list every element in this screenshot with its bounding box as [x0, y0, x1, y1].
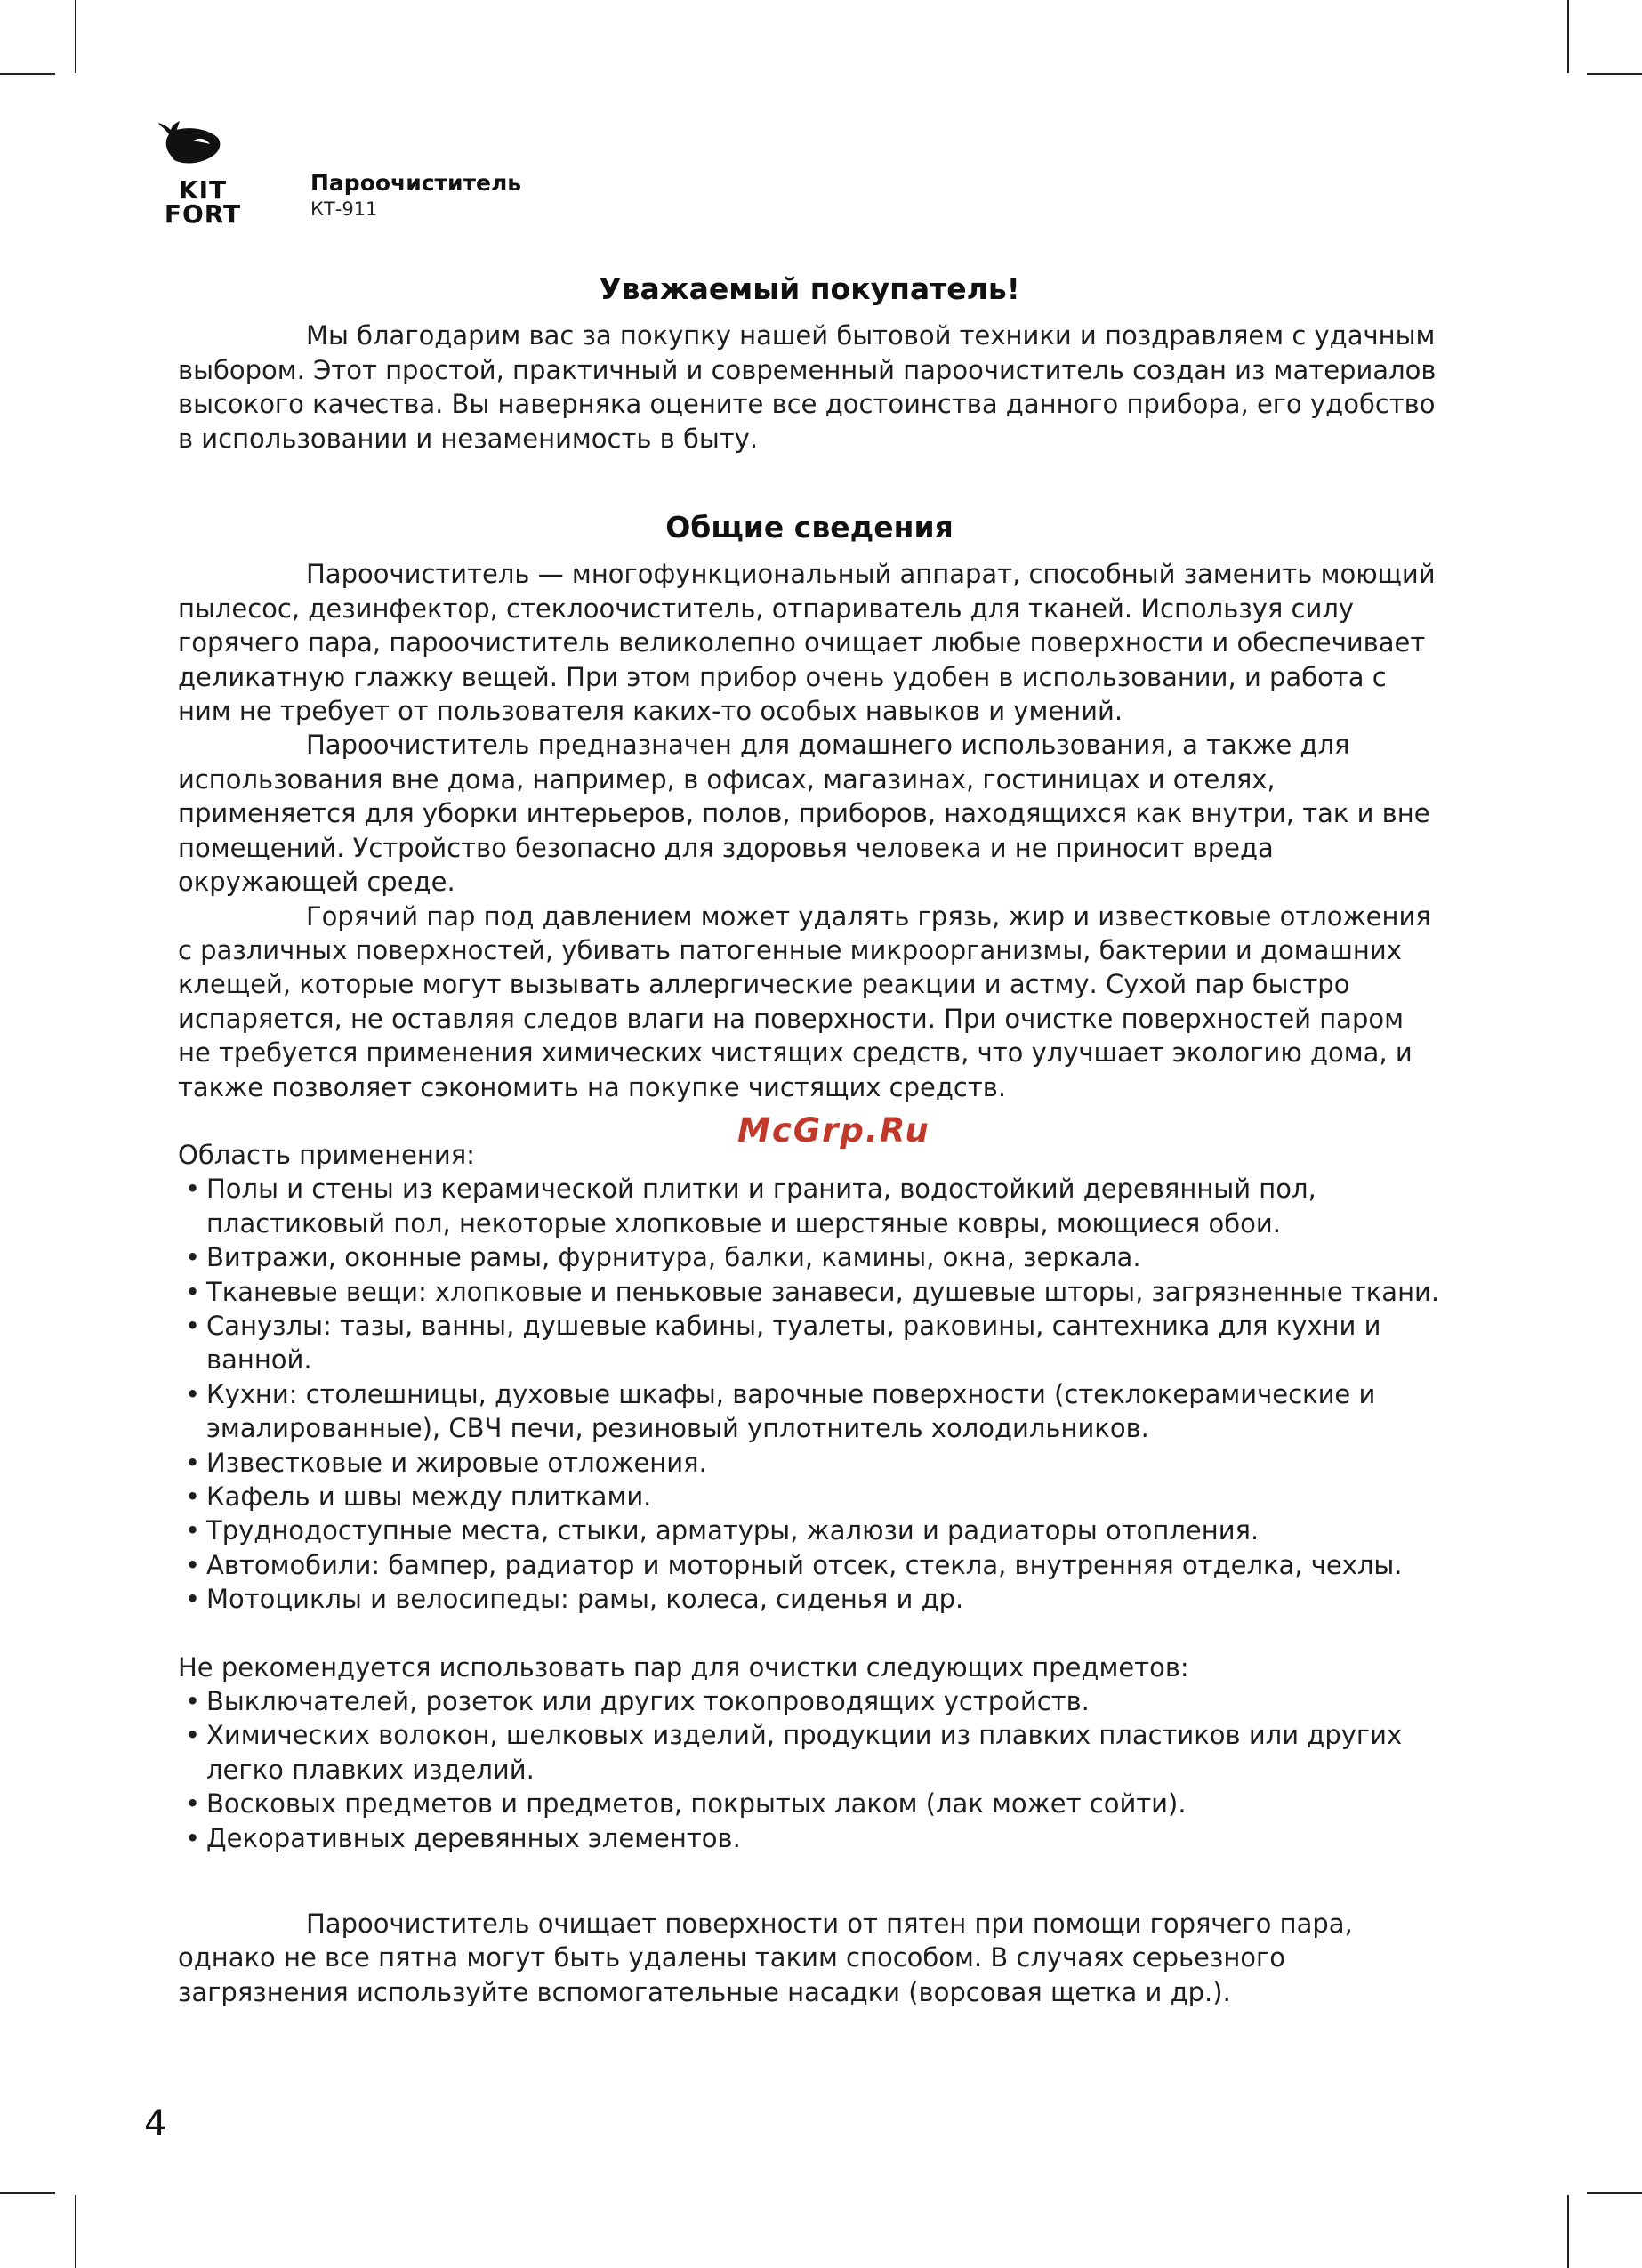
list-item: • Декоративных деревянных элементов. [178, 1821, 1441, 1855]
list-item: • Санузлы: тазы, ванны, душевые кабины, туалеты, раковины, сантехника для кухни и ванной. [178, 1309, 1441, 1377]
crop-mark [1567, 0, 1569, 73]
crop-mark [75, 2195, 76, 2268]
applications-heading: Область применения: [178, 1139, 475, 1170]
greeting-paragraph: Мы благодарим вас за покупку нашей бытовой техники и поздравляем с удачным выбором. Этот простой, практичный и современный пароочиститель создан из материалов высокого качества. Вы наверняка оцените все достоинства данного прибора, его удобство в использовании и незаменимость в быту. [178, 320, 1437, 454]
list-item: • Труднодоступные места, стыки, арматуры, жалюзи и радиаторы отопления. [178, 1513, 1441, 1547]
logo-text-line1: KIT [178, 175, 228, 205]
greeting-heading: Уважаемый покупатель! [599, 271, 1020, 306]
list-item: • Выключателей, розеток или других токопроводящих устройств. [178, 1684, 1441, 1718]
list-item: • Витражи, оконные рамы, фурнитура, балки, камины, окна, зеркала. [178, 1240, 1441, 1274]
list-item: • Мотоциклы и велосипеды: рамы, колеса, сиденья и др. [178, 1582, 1441, 1616]
list-item: • Кафель и швы между плитками. [178, 1480, 1441, 1513]
list-item: • Химических волокон, шелковых изделий, продукции из плавких пластиков или других легко плавких изделий. [178, 1718, 1441, 1787]
crop-mark [0, 73, 55, 75]
general-paragraph-1: Пароочиститель — многофункциональный аппарат, способный заменить моющий пылесос, дезинфектор, стеклоочиститель, отпариватель для тканей. Используя силу горячего пара, пароочиститель великолепно очищает любые поверхности и обеспечивает деликатную глажку вещей. При этом прибор очень удобен в использовании, и работа с ним не требует от пользователя каких-то особых навыков и умений. [178, 559, 1436, 727]
list-item: • Восковых предметов и предметов, покрытых лаком (лак может сойти). [178, 1787, 1441, 1820]
list-item: • Известковые и жировые отложения. [178, 1446, 1441, 1480]
list-item: • Полы и стены из керамической плитки и гранита, водостойкий деревянный пол, пластиковый пол, некоторые хлопковые и шерстяные ковры, моющиеся обои. [178, 1172, 1441, 1240]
product-title: Пароочиститель [310, 170, 522, 196]
logo-text-line2: FORT [164, 199, 242, 229]
brand-logo [158, 121, 265, 229]
crop-mark [1587, 2192, 1642, 2194]
general-paragraph-3: Горячий пар под давлением может удалять грязь, жир и известковые отложения с различных поверхностей, убивать патогенные микроорганизмы, бактерии и домашних клещей, которые могут вызывать аллергические реакции и астму. Сухой пар быстро испаряется, не оставляя следов влаги на поверхности. При очистке поверхностей паром не требуется применения химических чистящих средств, что улучшает экологию дома, и также позволяет сэкономить на покупке чистящих средств. [178, 900, 1431, 1102]
list-item: • Автомобили: бампер, радиатор и моторный отсек, стекла, внутренняя отделка, чехлы. [178, 1548, 1441, 1582]
list-item: • Кухни: столешницы, духовые шкафы, варочные поверхности (стеклокерамические и эмалированные), СВЧ печи, резиновый уплотнитель холодильников. [178, 1377, 1441, 1446]
list-item: • Тканевые вещи: хлопковые и пеньковые занавеси, душевые шторы, загрязненные ткани. [178, 1275, 1441, 1309]
crop-mark [1567, 2195, 1569, 2268]
crop-mark [0, 2192, 55, 2194]
page-number: 4 [144, 2103, 167, 2144]
watermark: McGrp.Ru [737, 1111, 930, 1150]
product-model: КТ-911 [310, 198, 378, 220]
general-paragraph-2: Пароочиститель предназначен для домашнего использования, а также для использования вне дома, например, в офисах, магазинах, гостиницах и отелях, применяется для уборки интерьеров, полов, приборов, находящихся как внутри, так и вне помещений. Устройство безопасно для здоровья человека и не приносит вреда окружающей среде. [178, 730, 1430, 898]
not-recommended-heading: Не рекомендуется использовать пар для очистки следующих предметов: [178, 1651, 1189, 1683]
general-heading: Общие сведения [665, 510, 954, 545]
crop-mark [75, 0, 76, 73]
whale-icon [158, 121, 222, 171]
closing-paragraph: Пароочиститель очищает поверхности от пятен при помощи горячего пара, однако не все пятна могут быть удалены таким способом. В случаях серьезного загрязнения используйте вспомогательные насадки (ворсовая щетка и др.). [178, 1909, 1353, 2007]
crop-mark [1587, 73, 1642, 75]
